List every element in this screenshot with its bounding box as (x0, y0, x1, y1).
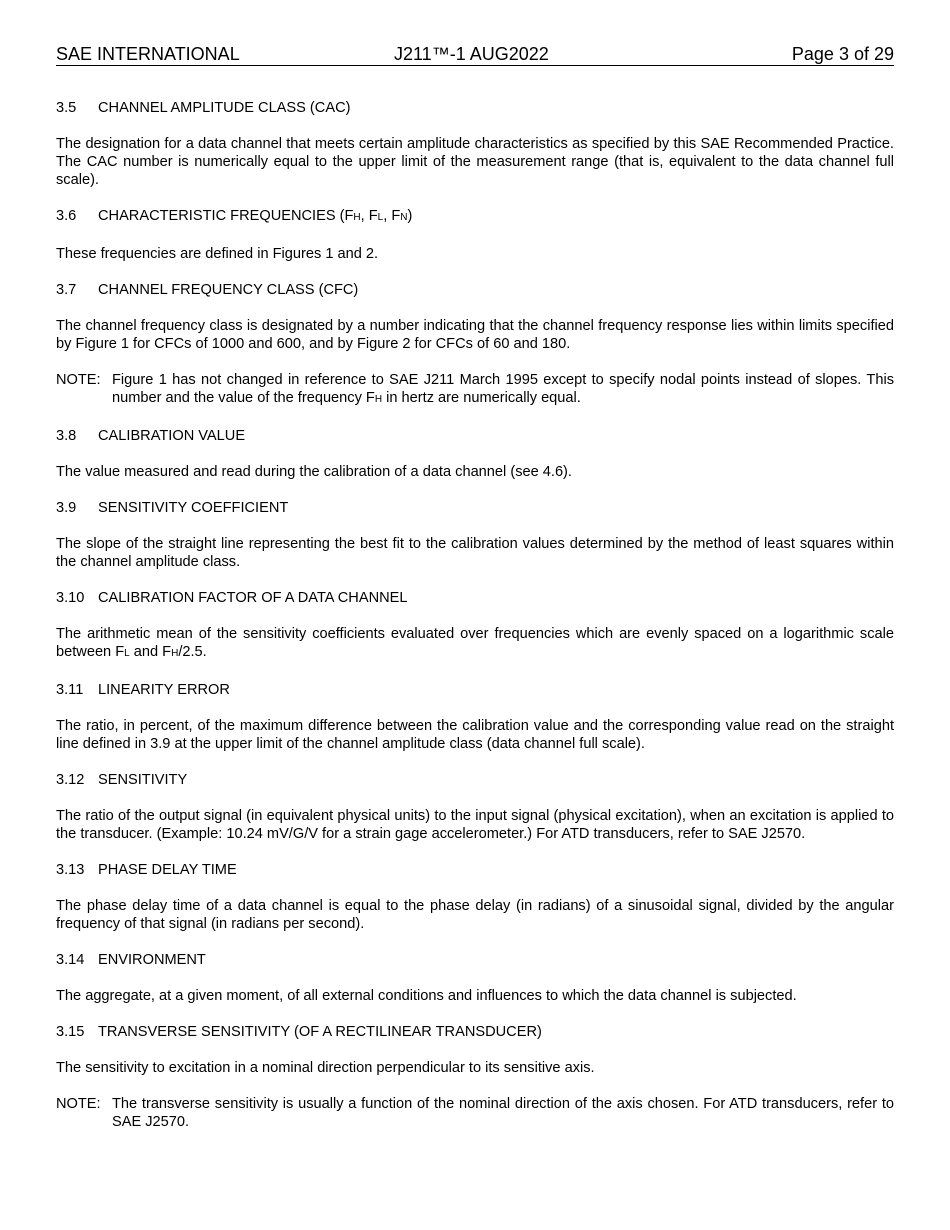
section-title: TRANSVERSE SENSITIVITY (OF A RECTILINEAR TRANSDUCER) (98, 1024, 542, 1040)
section-paragraph: The designation for a data channel that meets certain amplitude characteristics as specified by this SAE Recommended Practice. The CAC number is numerically equal to the upper limit of the measurement range (that is, equivalent to the data channel full scale). (56, 136, 894, 188)
section-heading (56, 951, 894, 969)
section-paragraph: The aggregate, at a given moment, of all external conditions and influences to which the data channel is subjected. (56, 988, 797, 1004)
section-paragraph: The arithmetic mean of the sensitivity coefficients evaluated over frequencies which are evenly spaced on a logarithmic scale between FL and FH/2.5. (56, 626, 894, 660)
section-title: CALIBRATION FACTOR OF A DATA CHANNEL (98, 590, 408, 606)
header-organization: SAE INTERNATIONAL (56, 44, 240, 64)
section-paragraph: The channel frequency class is designated by a number indicating that the channel frequency response lies within limits specified by Figure 1 for CFCs of 1000 and 600, and by Figure 2 for CFCs of 60 and 180. (56, 318, 894, 352)
section-title: CHANNEL FREQUENCY CLASS (CFC) (98, 282, 359, 298)
section-title: CHANNEL AMPLITUDE CLASS (CAC) (98, 100, 351, 116)
section-number: 3.7 (56, 282, 77, 298)
note-text: Figure 1 has not changed in reference to SAE J211 March 1995 except to specify nodal points instead of slopes. This number and the value of the frequency FH in hertz are numerically equal. (112, 372, 894, 406)
section-heading (56, 589, 894, 607)
section-number: 3.9 (56, 500, 77, 516)
section-title: CALIBRATION VALUE (98, 428, 246, 444)
section-number: 3.10 (56, 590, 85, 606)
section-paragraph: The sensitivity to excitation in a nominal direction perpendicular to its sensitive axis. (56, 1060, 595, 1076)
section-number: 3.6 (56, 208, 77, 224)
section-paragraph: The value measured and read during the calibration of a data channel (see 4.6). (56, 464, 572, 480)
section-title: LINEARITY ERROR (98, 682, 230, 698)
note (56, 371, 894, 409)
section-heading (56, 1023, 894, 1041)
document-page (56, 44, 894, 1149)
section-heading (56, 681, 894, 699)
section-paragraph: The ratio of the output signal (in equivalent physical units) to the input signal (physical excitation), when an excitation is applied to the transducer. (Example: 10.24 mV/G/V for a strain gage accelerometer.) For ATD transducers, refer to SAE J2570. (56, 808, 894, 842)
section-heading (56, 281, 894, 299)
section-paragraph: The ratio, in percent, of the maximum difference between the calibration value and the corresponding value read on the straight line defined in 3.9 at the upper limit of the channel amplitude class (data channel full scale). (56, 718, 894, 752)
section-paragraph: The slope of the straight line representing the best fit to the calibration values determined by the method of least squares within the channel amplitude class. (56, 536, 894, 570)
section-heading (56, 427, 894, 445)
section-title: SENSITIVITY COEFFICIENT (98, 500, 289, 516)
section-number: 3.11 (56, 682, 84, 698)
note (56, 1095, 894, 1131)
note-label: NOTE: (56, 372, 101, 388)
header-document-id: J211™-1 AUG2022 (394, 44, 549, 64)
section-paragraph: These frequencies are defined in Figures 1 and 2. (56, 246, 379, 262)
section-heading (56, 99, 894, 117)
section-number: 3.14 (56, 952, 85, 968)
section-heading (56, 771, 894, 789)
section-title: ENVIRONMENT (98, 952, 206, 968)
section-number: 3.15 (56, 1024, 85, 1040)
section-number: 3.5 (56, 100, 77, 116)
section-title: CHARACTERISTIC FREQUENCIES (FH, FL, FN) (98, 208, 413, 224)
section-title: SENSITIVITY (98, 772, 188, 788)
section-heading (56, 861, 894, 879)
header-page-number: Page 3 of 29 (791, 44, 894, 64)
note-label: NOTE: (56, 1096, 101, 1112)
section-number: 3.13 (56, 862, 85, 878)
section-number: 3.8 (56, 428, 77, 444)
document-body (56, 99, 894, 1131)
section-number: 3.12 (56, 772, 85, 788)
section-title: PHASE DELAY TIME (98, 862, 237, 878)
section-paragraph: The phase delay time of a data channel is equal to the phase delay (in radians) of a sinusoidal signal, divided by the angular frequency of that signal (in radians per second). (56, 898, 894, 932)
section-heading (56, 207, 894, 227)
section-heading (56, 499, 894, 517)
page-header (56, 44, 894, 66)
note-text: The transverse sensitivity is usually a function of the nominal direction of the axis chosen. For ATD transducers, refer to SAE J2570. (112, 1096, 894, 1130)
